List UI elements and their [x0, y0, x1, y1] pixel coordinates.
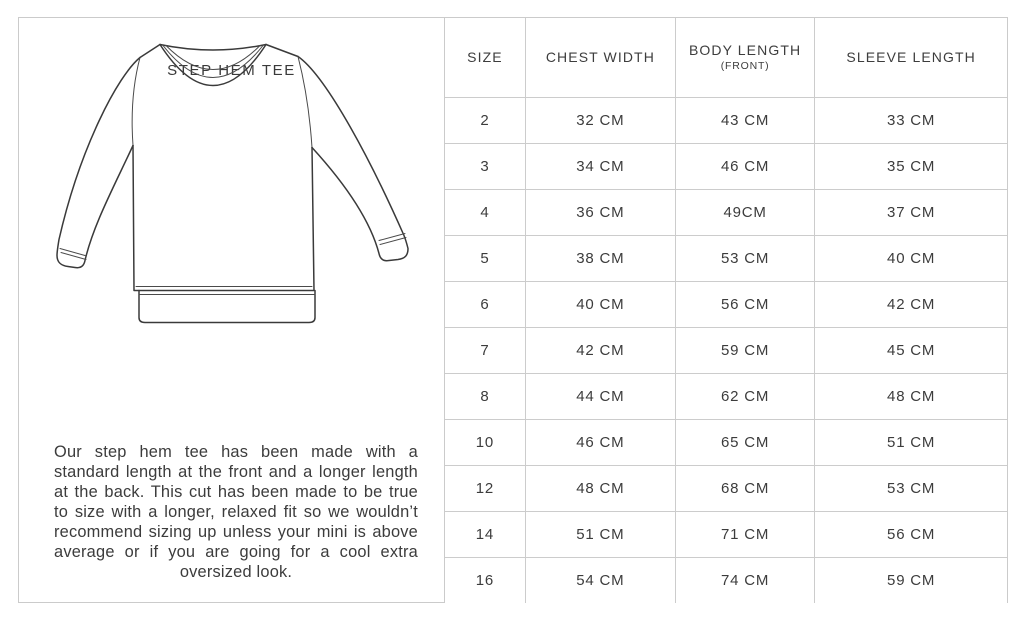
size-cell: 37 CM — [815, 189, 1007, 235]
size-cell: 53 CM — [815, 465, 1007, 511]
size-cell: 54 CM — [525, 557, 675, 603]
size-cell: 48 CM — [815, 373, 1007, 419]
product-description: Our step hem tee has been made with a standard length at the front and a longer length at the back. This cut has been made to be true to size with a longer, relaxed fit so we wouldn’t recommend sizing up unless your mini is above average or if you are going for a cool extra oversized look. — [54, 443, 418, 581]
column-header-chest: CHEST WIDTH — [525, 18, 675, 97]
size-cell: 74 CM — [675, 557, 814, 603]
size-cell: 40 CM — [815, 235, 1007, 281]
size-cell: 35 CM — [815, 143, 1007, 189]
size-cell: 36 CM — [525, 189, 675, 235]
size-cell: 33 CM — [815, 97, 1007, 143]
size-row — [445, 557, 1007, 603]
size-cell: 14 — [445, 511, 525, 557]
size-cell: 43 CM — [675, 97, 814, 143]
column-header-body-label: BODY LENGTH — [688, 42, 802, 59]
size-row — [445, 143, 1007, 189]
size-cell: 59 CM — [815, 557, 1007, 603]
column-header-body-subnote: (FRONT) — [720, 60, 770, 73]
size-cell: 46 CM — [525, 419, 675, 465]
size-row — [445, 465, 1007, 511]
size-cell: 40 CM — [525, 281, 675, 327]
column-header-size: SIZE — [445, 18, 525, 97]
size-chart-table — [445, 18, 1007, 603]
size-cell: 46 CM — [675, 143, 814, 189]
size-row — [445, 281, 1007, 327]
size-cell: 5 — [445, 235, 525, 281]
size-cell: 38 CM — [525, 235, 675, 281]
column-header-sleeve: SLEEVE LENGTH — [815, 18, 1007, 97]
column-header-body — [675, 18, 814, 97]
size-cell: 48 CM — [525, 465, 675, 511]
size-cell: 16 — [445, 557, 525, 603]
size-chart-header-row — [445, 18, 1007, 97]
size-row — [445, 419, 1007, 465]
size-cell: 3 — [445, 143, 525, 189]
size-cell: 51 CM — [815, 419, 1007, 465]
product-title: STEP HEM TEE — [167, 62, 296, 79]
size-cell: 53 CM — [675, 235, 814, 281]
size-guide-card — [18, 17, 1008, 603]
size-cell: 12 — [445, 465, 525, 511]
size-cell: 10 — [445, 419, 525, 465]
size-cell: 49CM — [675, 189, 814, 235]
size-cell: 56 CM — [675, 281, 814, 327]
size-table-body — [445, 97, 1007, 603]
size-row — [445, 373, 1007, 419]
size-cell: 68 CM — [675, 465, 814, 511]
size-cell: 44 CM — [525, 373, 675, 419]
size-cell: 65 CM — [675, 419, 814, 465]
size-cell: 42 CM — [525, 327, 675, 373]
step-hem-tee-sketch-svg — [18, 28, 445, 331]
size-cell: 62 CM — [675, 373, 814, 419]
size-cell: 6 — [445, 281, 525, 327]
size-cell: 2 — [445, 97, 525, 143]
size-chart-panel — [445, 18, 1007, 602]
tee-illustration — [18, 28, 445, 331]
size-cell: 7 — [445, 327, 525, 373]
size-cell: 51 CM — [525, 511, 675, 557]
product-panel — [19, 18, 445, 602]
size-cell: 71 CM — [675, 511, 814, 557]
size-row — [445, 511, 1007, 557]
size-row — [445, 189, 1007, 235]
size-cell: 8 — [445, 373, 525, 419]
size-cell: 56 CM — [815, 511, 1007, 557]
size-cell: 59 CM — [675, 327, 814, 373]
size-row — [445, 97, 1007, 143]
size-cell: 45 CM — [815, 327, 1007, 373]
size-cell: 34 CM — [525, 143, 675, 189]
size-cell: 42 CM — [815, 281, 1007, 327]
size-cell: 32 CM — [525, 97, 675, 143]
size-row — [445, 327, 1007, 373]
size-row — [445, 235, 1007, 281]
size-cell: 4 — [445, 189, 525, 235]
